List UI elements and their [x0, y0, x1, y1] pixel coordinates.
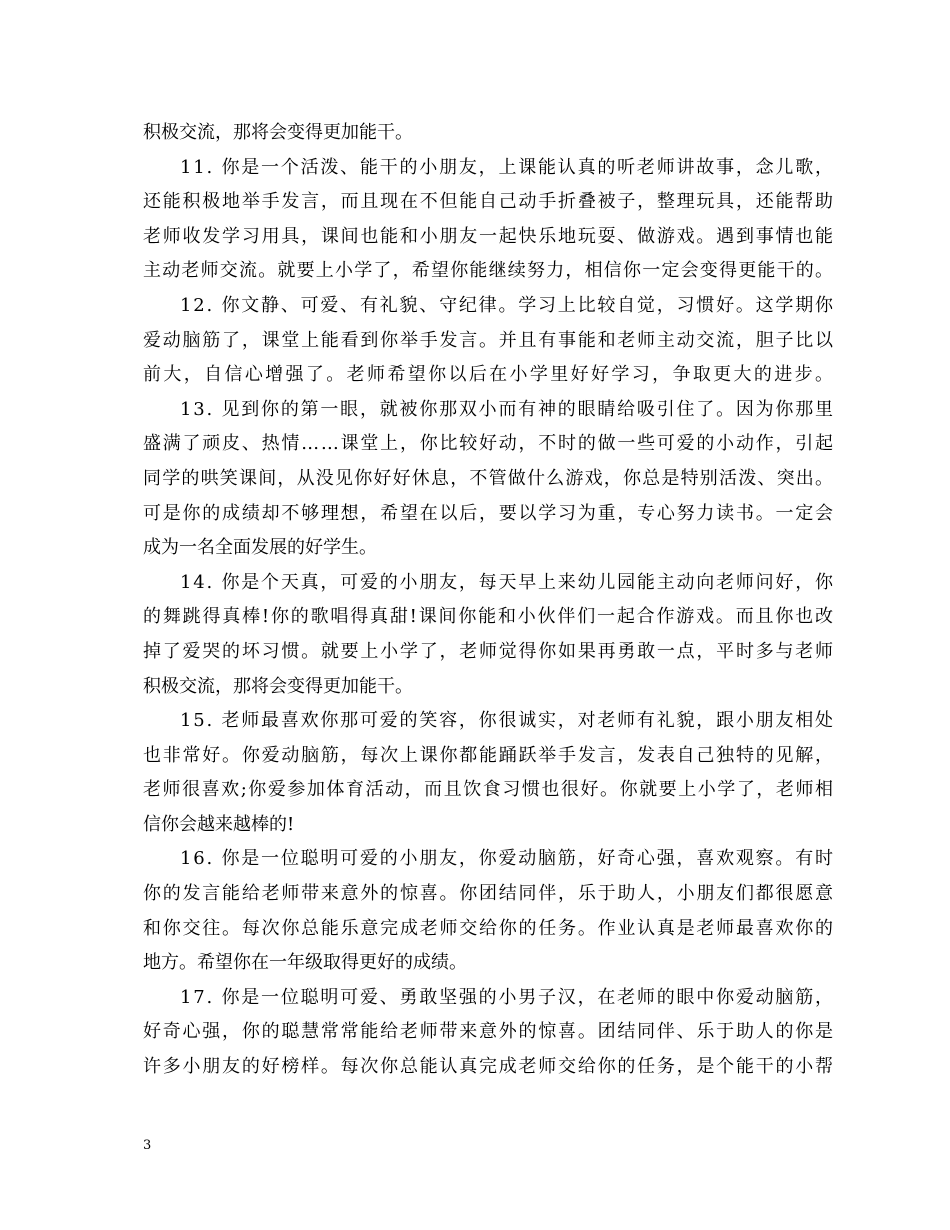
- page-number: 3: [143, 1138, 152, 1153]
- text-line: 可是你的成绩却不够理想，希望在以后，要以学习为重，专心努力读书。一定会: [143, 502, 835, 524]
- paragraph-first-line: 14. 你是个天真，可爱的小朋友，每天早上来幼儿园能主动向老师问好，你: [180, 571, 835, 593]
- paragraph-first-line: 13. 见到你的第一眼，就被你那双小而有神的眼睛给吸引住了。因为你那里: [180, 398, 835, 420]
- paragraph-first-line: 11. 你是一个活泼、能干的小朋友，上课能认真的听老师讲故事，念儿歌，: [180, 156, 835, 178]
- text-line: 盛满了顽皮、热情……课堂上，你比较好动，不时的做一些可爱的小动作，引起: [143, 433, 835, 455]
- text-line: 和你交往。每次你总能乐意完成老师交给你的任务。作业认真是老师最喜欢你的: [143, 917, 835, 939]
- text-line: 你的发言能给老师带来意外的惊喜。你团结同伴，乐于助人，小朋友们都很愿意: [143, 883, 835, 905]
- text-line: 的舞跳得真棒!你的歌唱得真甜!课间你能和小伙伴们一起合作游戏。而且你也改: [143, 606, 835, 628]
- text-line: 同学的哄笑课间，从没见你好好休息，不管做什么游戏，你总是特别活泼、突出。: [143, 467, 835, 489]
- body-text: [143, 116, 836, 1085]
- text-line: 许多小朋友的好榜样。每次你总能认真完成老师交给你的任务，是个能干的小帮: [143, 1056, 835, 1078]
- text-line: 积极交流，那将会变得更加能干。: [143, 122, 413, 143]
- text-line: 主动老师交流。就要上小学了，希望你能继续努力，相信你一定会变得更能干的。: [143, 260, 835, 282]
- text-line: 爱动脑筋了，课堂上能看到你举手发言。并且有事能和老师主动交流，胆子比以: [143, 329, 835, 351]
- paragraph-first-line: 17. 你是一位聪明可爱、勇敢坚强的小男子汉，在老师的眼中你爱动脑筋，: [180, 986, 835, 1008]
- text-line: 好奇心强，你的聪慧常常能给老师带来意外的惊喜。团结同伴、乐于助人的你是: [143, 1021, 835, 1043]
- text-line: 老师很喜欢;你爱参加体育活动，而且饮食习惯也很好。你就要上小学了，老师相: [143, 779, 835, 801]
- text-line: 老师收发学习用具，课间也能和小朋友一起快乐地玩耍、做游戏。遇到事情也能: [143, 225, 835, 247]
- text-line: 信你会越来越棒的!: [143, 813, 295, 835]
- text-line: 也非常好。你爱动脑筋，每次上课你都能踊跃举手发言，发表自己独特的见解，: [143, 744, 835, 766]
- text-line: 地方。希望你在一年级取得更好的成绩。: [143, 952, 467, 974]
- paragraph-first-line: 16. 你是一位聪明可爱的小朋友，你爱动脑筋，好奇心强，喜欢观察。有时: [180, 848, 835, 870]
- text-line: 成为一名全面发展的好学生。: [143, 537, 377, 559]
- text-line: 积极交流，那将会变得更加能干。: [143, 675, 413, 697]
- text-line: 掉了爱哭的坏习惯。就要上小学了，老师觉得你如果再勇敢一点，平时多与老师: [143, 640, 835, 662]
- text-line: 还能积极地举手发言，而且现在不但能自己动手折叠被子，整理玩具，还能帮助: [143, 191, 835, 213]
- paragraph-first-line: 15. 老师最喜欢你那可爱的笑容，你很诚实，对老师有礼貌，跟小朋友相处: [180, 710, 835, 732]
- paragraph-first-line: 12. 你文静、可爱、有礼貌、守纪律。学习上比较自觉，习惯好。这学期你: [180, 294, 835, 316]
- text-line: 前大，自信心增强了。老师希望你以后在小学里好好学习，争取更大的进步。: [143, 364, 836, 386]
